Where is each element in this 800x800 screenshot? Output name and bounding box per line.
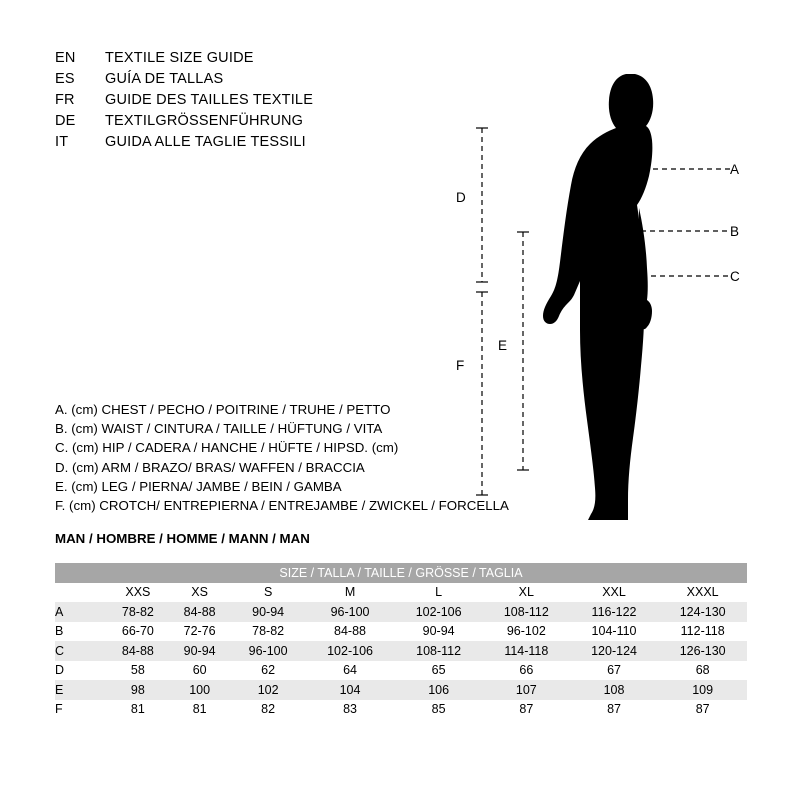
callout-a: A <box>730 162 740 177</box>
callout-d: D <box>456 190 466 205</box>
cell-b-xxs: 66-70 <box>107 622 169 642</box>
cell-e-xxl: 108 <box>570 680 659 700</box>
header-cell-s: S <box>231 583 306 603</box>
cell-f-m: 83 <box>306 700 395 720</box>
title-lang-de: DE <box>55 113 76 129</box>
cell-b-s: 78-82 <box>231 622 306 642</box>
cell-d-xxxl: 68 <box>658 661 747 681</box>
cell-f-s: 82 <box>231 700 306 720</box>
title-block <box>55 50 475 155</box>
header-cell-l: L <box>394 583 483 603</box>
legend-row-a: A. (cm) CHEST / PECHO / POITRINE / TRUHE / PETTO <box>55 402 391 417</box>
cell-b-m: 84-88 <box>306 622 395 642</box>
cell-c-l: 108-112 <box>394 641 483 661</box>
header-cell-xxl: XXL <box>570 583 659 603</box>
header-cell-xxxl: XXXL <box>658 583 747 603</box>
legend-row-f: F. (cm) CROTCH/ ENTREPIERNA / ENTREJAMBE / ZWICKEL / FORCELLA <box>55 497 509 513</box>
cell-f-xl: 87 <box>483 700 570 720</box>
title-lang-es: ES <box>55 71 75 87</box>
cell-f-xxxl: 87 <box>658 700 747 720</box>
title-row <box>55 92 475 113</box>
cell-e-l: 106 <box>394 680 483 700</box>
cell-f-l: 85 <box>394 700 483 720</box>
header-cell-xl: XL <box>483 583 570 603</box>
cell-e-m: 104 <box>306 680 395 700</box>
table-row <box>55 700 747 720</box>
row-label-f: F <box>55 700 107 720</box>
callout-c: C <box>730 269 740 284</box>
title-text-es: GUÍA DE TALLAS <box>105 71 224 87</box>
cell-f-xs: 81 <box>169 700 231 720</box>
row-label-e: E <box>55 680 107 700</box>
title-row <box>55 50 475 71</box>
cell-b-xl: 96-102 <box>483 622 570 642</box>
legend-row-d: D. (cm) ARM / BRAZO/ BRAS/ WAFFEN / BRACCIA <box>55 459 365 475</box>
row-label-d: D <box>55 661 107 681</box>
cell-c-s: 96-100 <box>231 641 306 661</box>
cell-f-xxs: 81 <box>107 700 169 720</box>
table-caption: SIZE / TALLA / TAILLE / GRÖSSE / TAGLIA <box>55 563 747 583</box>
legend-row-b: B. (cm) WAIST / CINTURA / TAILLE / HÜFTUNG / VITA <box>55 421 383 437</box>
callout-e: E <box>498 338 508 353</box>
header-cell-blank <box>55 583 107 603</box>
cell-d-xxs: 58 <box>107 661 169 681</box>
cell-e-xl: 107 <box>483 680 570 700</box>
cell-d-l: 65 <box>394 661 483 681</box>
cell-a-xs: 84-88 <box>169 602 231 622</box>
cell-b-l: 90-94 <box>394 622 483 642</box>
table-row <box>55 680 747 700</box>
legend-block <box>55 400 525 515</box>
cell-a-m: 96-100 <box>306 602 395 622</box>
legend-row-e: E. (cm) LEG / PIERNA/ JAMBE / BEIN / GAMBA <box>55 478 342 494</box>
legend-row-c: C. (cm) HIP / CADERA / HANCHE / HÜFTE / HIPSD. (cm) <box>55 440 399 456</box>
cell-b-xxxl: 112-118 <box>658 622 747 642</box>
title-lang-en: EN <box>55 50 76 66</box>
callout-b: B <box>730 224 740 239</box>
cell-a-xxxl: 124-130 <box>658 602 747 622</box>
row-label-a: A <box>55 602 107 622</box>
title-lang-fr: FR <box>55 92 75 108</box>
table-row <box>55 641 747 661</box>
cell-e-xs: 100 <box>169 680 231 700</box>
cell-d-s: 62 <box>231 661 306 681</box>
cell-d-m: 64 <box>306 661 395 681</box>
table-row <box>55 661 747 681</box>
cell-d-xl: 66 <box>483 661 570 681</box>
title-text-fr: GUIDE DES TAILLES TEXTILE <box>105 92 314 108</box>
cell-a-xxl: 116-122 <box>570 602 659 622</box>
cell-a-xl: 108-112 <box>483 602 570 622</box>
title-lang-it: IT <box>55 134 69 150</box>
header-cell-xxs: XXS <box>107 583 169 603</box>
row-label-b: B <box>55 622 107 642</box>
cell-a-l: 102-106 <box>394 602 483 622</box>
header-cell-m: M <box>306 583 395 603</box>
table-header-row <box>55 583 747 603</box>
cell-c-xl: 114-118 <box>483 641 570 661</box>
callout-f: F <box>456 358 465 373</box>
cell-b-xxl: 104-110 <box>570 622 659 642</box>
cell-c-xxxl: 126-130 <box>658 641 747 661</box>
cell-c-m: 102-106 <box>306 641 395 661</box>
cell-a-s: 90-94 <box>231 602 306 622</box>
title-row <box>55 113 475 134</box>
title-text-de: TEXTILGRÖSSENFÜHRUNG <box>105 113 304 129</box>
cell-c-xs: 90-94 <box>169 641 231 661</box>
cell-d-xs: 60 <box>169 661 231 681</box>
header-cell-xs: XS <box>169 583 231 603</box>
cell-c-xxl: 120-124 <box>570 641 659 661</box>
size-table <box>55 563 747 719</box>
cell-a-xxs: 78-82 <box>107 602 169 622</box>
row-label-c: C <box>55 641 107 661</box>
cell-f-xxl: 87 <box>570 700 659 720</box>
cell-b-xs: 72-76 <box>169 622 231 642</box>
cell-e-xxxl: 109 <box>658 680 747 700</box>
table-row <box>55 622 747 642</box>
gender-label: MAN / HOMBRE / HOMME / MANN / MAN <box>55 531 310 546</box>
table-row <box>55 602 747 622</box>
cell-c-xxs: 84-88 <box>107 641 169 661</box>
man-silhouette-shape <box>543 74 653 520</box>
title-text-it: GUIDA ALLE TAGLIE TESSILI <box>105 134 306 150</box>
cell-d-xxl: 67 <box>570 661 659 681</box>
title-row <box>55 71 475 92</box>
title-text-en: TEXTILE SIZE GUIDE <box>105 50 254 66</box>
cell-e-xxs: 98 <box>107 680 169 700</box>
title-row <box>55 134 475 155</box>
table-caption-row <box>55 563 747 583</box>
cell-e-s: 102 <box>231 680 306 700</box>
